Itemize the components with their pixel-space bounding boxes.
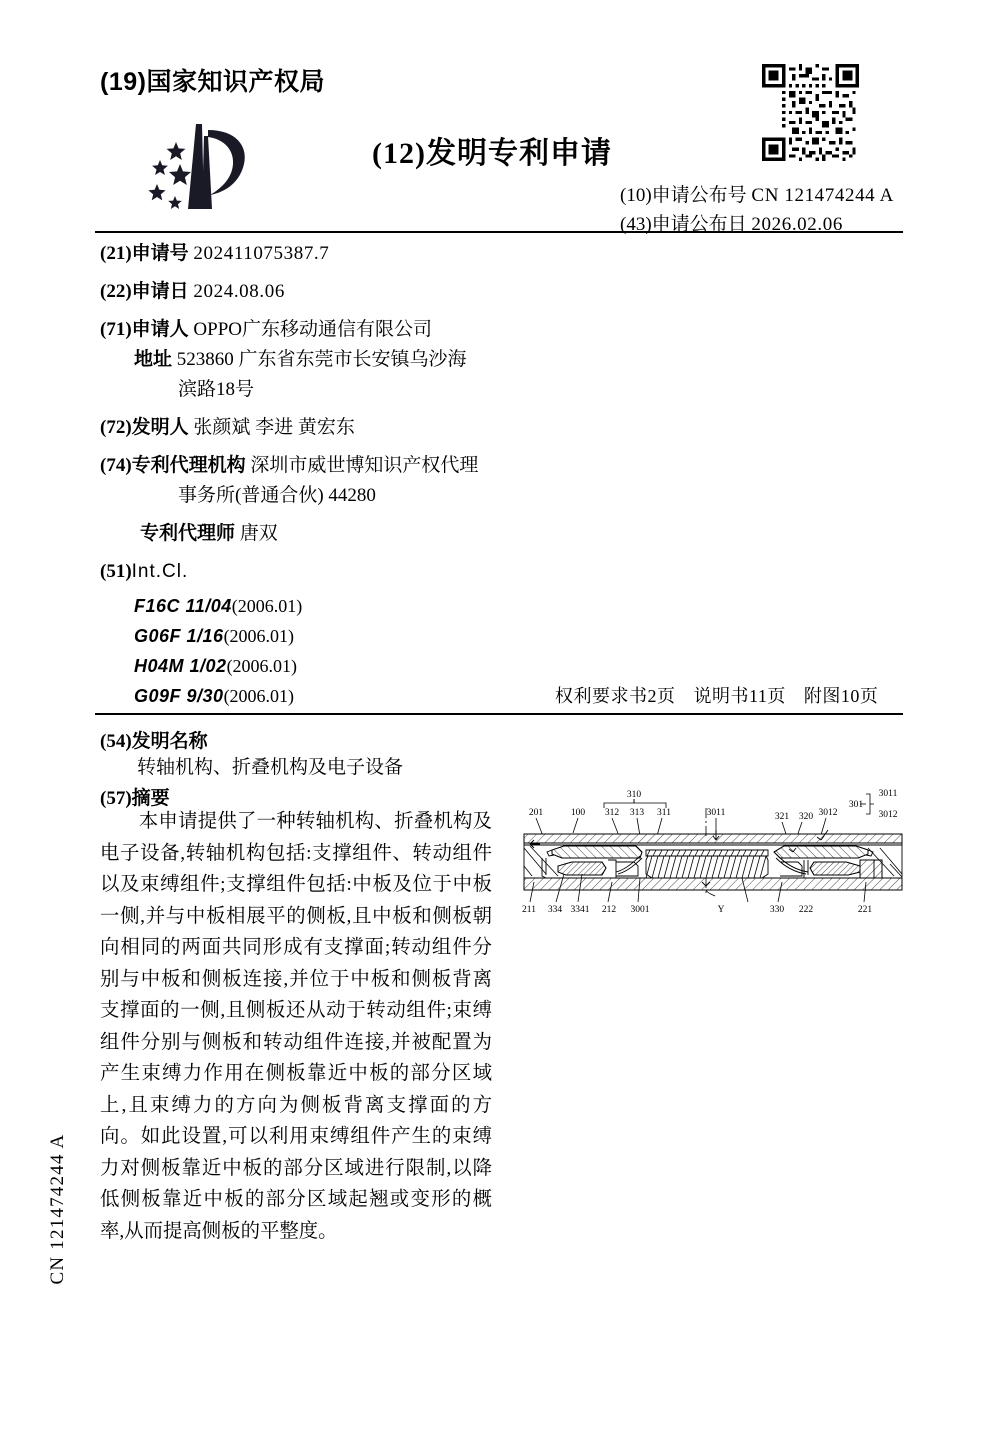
agent-label: 专利代理师 <box>140 523 236 544</box>
svg-text:301: 301 <box>848 800 864 810</box>
ipc-list <box>100 592 620 711</box>
inventor-value: 张颜斌 李进 黄宏东 <box>193 417 355 438</box>
ipc-tag: (51) <box>100 561 132 582</box>
ipc-label: Int.Cl. <box>131 561 189 582</box>
address-row <box>100 346 620 374</box>
drawings-page-count: 附图10页 <box>803 686 879 706</box>
agency-line-2: 事务所(普通合伙) 44280 <box>178 485 376 506</box>
claims-page-count: 权利要求书2页 <box>555 686 676 706</box>
ipc-row <box>100 558 620 586</box>
publication-number-tag: (10) <box>620 185 652 206</box>
svg-text:3001: 3001 <box>630 905 650 915</box>
inventor-tag: (72) <box>100 417 132 438</box>
ipc-version: (2006.01) <box>226 656 298 676</box>
inventor-label: 发明人 <box>131 417 189 438</box>
agent-row <box>100 520 620 548</box>
hinge-cross-section-drawing <box>516 778 910 923</box>
filing-date-tag: (22) <box>100 281 132 302</box>
publication-number-label: 申请公布号 <box>651 185 747 206</box>
side-publication-code: CN 121474244 A <box>47 1133 68 1285</box>
page-count-line <box>555 682 896 708</box>
invention-title-label: 发明名称 <box>131 731 208 752</box>
description-page-count: 说明书11页 <box>693 686 786 706</box>
svg-text:330: 330 <box>769 905 785 915</box>
publication-number-line <box>620 180 894 207</box>
abstract-label: 摘要 <box>131 788 170 809</box>
invention-title-value: 转轴机构、折叠机构及电子设备 <box>137 757 404 778</box>
svg-text:100: 100 <box>570 808 586 818</box>
applicant-label: 申请人 <box>131 319 189 340</box>
ipc-entry <box>134 592 620 621</box>
svg-text:313: 313 <box>629 808 645 818</box>
publication-number-value: CN 121474244 A <box>751 185 894 206</box>
ipc-entry <box>134 652 620 681</box>
ipc-version: (2006.01) <box>231 596 303 616</box>
office-name: 国家知识产权局 <box>146 69 325 96</box>
agency-line-1: 深圳市威世博知识产权代理 <box>250 455 479 476</box>
applicant-value: OPPO广东移动通信有限公司 <box>193 319 432 340</box>
ipc-entry <box>134 682 620 711</box>
inventor-row <box>100 414 620 442</box>
application-number-tag: (21) <box>100 243 132 264</box>
applicant-row <box>100 316 620 344</box>
svg-text:310: 310 <box>626 790 642 800</box>
bibliographic-block <box>100 240 620 712</box>
svg-text:221: 221 <box>857 905 873 915</box>
filing-date-row <box>100 278 620 306</box>
svg-text:320: 320 <box>798 812 814 822</box>
applicant-tag: (71) <box>100 319 132 340</box>
svg-text:211: 211 <box>522 905 536 915</box>
ipc-code: F16C 11/04 <box>134 596 232 616</box>
svg-text:321: 321 <box>774 812 790 822</box>
qr-code <box>762 64 859 161</box>
invention-title-tag: (54) <box>100 731 132 752</box>
ipc-version: (2006.01) <box>223 626 295 646</box>
svg-text:3011: 3011 <box>878 789 898 799</box>
svg-text:201: 201 <box>528 808 544 818</box>
ipc-entry <box>134 622 620 651</box>
invention-title-heading <box>100 726 208 753</box>
ipc-code: H04M 1/02 <box>134 656 227 676</box>
svg-text:3012: 3012 <box>878 810 898 820</box>
document-type-label: 发明专利申请 <box>425 137 612 170</box>
svg-text:334: 334 <box>547 905 563 915</box>
svg-text:222: 222 <box>798 905 814 915</box>
header-divider <box>95 231 903 233</box>
address-line-2: 滨路18号 <box>178 379 255 400</box>
filing-date-value: 2024.08.06 <box>193 281 285 302</box>
document-type-heading <box>372 128 612 172</box>
document-type-tag: (12) <box>372 137 426 170</box>
office-header <box>100 62 325 98</box>
ipc-code: G09F 9/30 <box>134 686 224 706</box>
svg-text:3011: 3011 <box>706 808 726 818</box>
svg-text:3012: 3012 <box>818 808 838 818</box>
svg-text:312: 312 <box>604 808 620 818</box>
application-number-label: 申请号 <box>131 243 189 264</box>
cnipa-emblem <box>140 112 270 217</box>
svg-text:3341: 3341 <box>570 905 590 915</box>
agency-row-continued <box>100 482 620 510</box>
svg-text:311: 311 <box>657 808 671 818</box>
agent-value: 唐双 <box>239 523 278 544</box>
agency-row <box>100 452 620 480</box>
address-row-continued <box>100 376 620 404</box>
address-label: 地址 <box>134 349 173 370</box>
office-tag: (19) <box>100 68 147 96</box>
application-number-row <box>100 240 620 268</box>
publication-date-value: 2026.02.06 <box>751 214 843 235</box>
abstract-text: 本申请提供了一种转轴机构、折叠机构及电子设备,转轴机构包括:支撑组件、转动组件以及束缚组件;支撑组件包括:中板及位于中板一侧,并与中板相展平的侧板,且中板和侧板朝向相同的两面共同形成有支撑面;转动组件分别与中板和侧板连接,并位于中板和侧板背离支撑面的一侧,且侧板还从动于转动组件;束缚组件分别与侧板和转动组件连接,并被配置为产生束缚力作用在侧板靠近中板的部分区域上,且束缚力的方向为侧板背离支撑面的方向。如此设置,可以利用束缚组件产生的束缚力对侧板靠近中板的部分区域进行限制,以降低侧板靠近中板的部分区域起翘或变形的概率,从而提高侧板的平整度。 <box>100 811 492 1242</box>
publication-date-label: 申请公布日 <box>651 214 747 235</box>
svg-text:Y: Y <box>717 905 725 915</box>
agency-tag: (74) <box>100 455 132 476</box>
agency-label: 专利代理机构 <box>131 455 246 476</box>
filing-date-label: 申请日 <box>131 281 189 302</box>
ipc-code: G06F 1/16 <box>134 626 224 646</box>
address-line-1: 523860 广东省东莞市长安镇乌沙海 <box>176 349 467 370</box>
abstract-tag: (57) <box>100 788 132 809</box>
abstract-divider <box>95 713 903 715</box>
publication-date-tag: (43) <box>620 214 652 235</box>
svg-text:212: 212 <box>601 905 617 915</box>
application-number-value: 202411075387.7 <box>193 243 330 264</box>
ipc-version: (2006.01) <box>223 686 295 706</box>
